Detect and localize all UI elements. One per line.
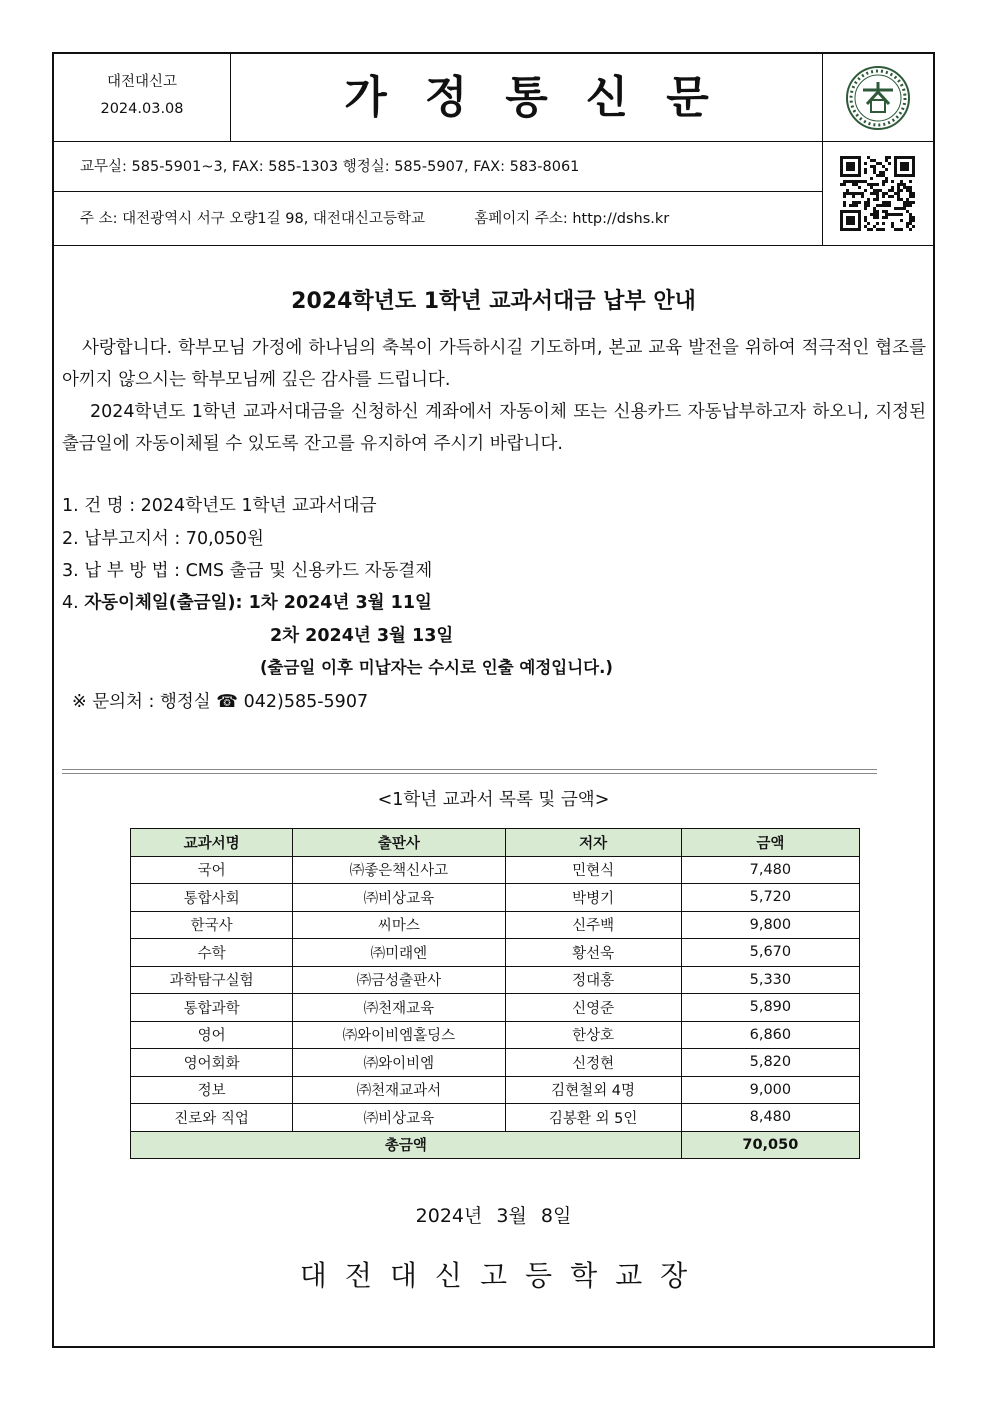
table-row — [131, 884, 860, 912]
payment-paragraph: 2024학년도 1학년 교과서대금을 신청하신 계좌에서 자동이체 또는 신용카드 자동납부하고자 하오니, 지정된 출금일에 자동이체될 수 있도록 잔고를 유지하여 주시기 바랍니다. — [62, 402, 926, 454]
book-price: 5,720 — [681, 884, 859, 912]
book-title: 통합과학 — [131, 994, 293, 1022]
item-date — [62, 587, 432, 619]
homepage-link[interactable]: 홈페이지 주소: http://dshs.kr — [474, 211, 670, 227]
book-publisher: 씨마스 — [293, 911, 505, 939]
page-title: 가정통신문 — [231, 54, 822, 142]
book-title: 정보 — [131, 1076, 293, 1104]
textbook-table — [130, 828, 860, 1159]
book-author: 황선욱 — [505, 939, 681, 967]
book-publisher: ㈜비상교육 — [293, 884, 505, 912]
item-date-number: 4. — [62, 593, 79, 613]
book-price: 7,480 — [681, 856, 859, 884]
book-title: 영어 — [131, 1021, 293, 1049]
book-publisher: ㈜천재교과서 — [293, 1076, 505, 1104]
book-author: 정대홍 — [505, 966, 681, 994]
school-info — [54, 54, 231, 142]
total-label: 총금액 — [131, 1131, 682, 1159]
item-method: 3. 납 부 방 법 : CMS 출금 및 신용카드 자동결제 — [62, 561, 433, 581]
table-row — [131, 911, 860, 939]
table-row — [131, 856, 860, 884]
book-publisher: ㈜천재교육 — [293, 994, 505, 1022]
school-emblem-icon — [823, 54, 934, 142]
table-caption: <1학년 교과서 목록 및 금액> — [377, 790, 610, 810]
notice-frame — [52, 52, 935, 1348]
table-row — [131, 939, 860, 967]
item-date-first: 자동이체일(출금일): 1차 2024년 3월 11일 — [84, 593, 432, 613]
item-date-note: (출금일 이후 미납자는 수시로 인출 예정입니다.) — [260, 658, 613, 677]
table-header-row — [131, 829, 860, 857]
divider — [62, 769, 877, 774]
book-price: 6,860 — [681, 1021, 859, 1049]
book-price: 9,800 — [681, 911, 859, 939]
table-row — [131, 966, 860, 994]
col-author-header: 저자 — [505, 829, 681, 857]
item-amount: 2. 납부고지서 : 70,050원 — [62, 529, 264, 549]
book-author: 민현식 — [505, 856, 681, 884]
letterhead — [54, 54, 933, 246]
table-row — [131, 1049, 860, 1077]
issue-date-footer: 2024년 3월 8일 — [415, 1205, 572, 1227]
school-name: 대전대신고 — [106, 74, 178, 90]
col-title-header: 교과서명 — [131, 829, 293, 857]
notice-title: 2024학년도 1학년 교과서대금 납부 안내 — [291, 289, 696, 314]
issue-date: 2024.03.08 — [100, 101, 184, 117]
book-author: 신영준 — [505, 994, 681, 1022]
book-author: 신정현 — [505, 1049, 681, 1077]
col-price-header: 금액 — [681, 829, 859, 857]
book-author: 한상호 — [505, 1021, 681, 1049]
book-publisher: ㈜금성출판사 — [293, 966, 505, 994]
table-row — [131, 1021, 860, 1049]
book-author: 김현철외 4명 — [505, 1076, 681, 1104]
book-title: 영어회화 — [131, 1049, 293, 1077]
col-publisher-header: 출판사 — [293, 829, 505, 857]
book-publisher: ㈜와이비엠홀딩스 — [293, 1021, 505, 1049]
inquiry-info: ※ 문의처 : 행정실 ☎ 042)585-5907 — [72, 692, 369, 712]
book-title: 수학 — [131, 939, 293, 967]
table-row — [131, 994, 860, 1022]
address-text: 대전광역시 서구 오량1길 98, 대전대신고등학교 — [122, 211, 425, 227]
principal-signature: 대전대신고등학교장 — [299, 1259, 706, 1292]
book-publisher: ㈜와이비엠 — [293, 1049, 505, 1077]
book-title: 통합사회 — [131, 884, 293, 912]
book-title: 한국사 — [131, 911, 293, 939]
book-publisher: ㈜미래엔 — [293, 939, 505, 967]
table-row — [131, 1076, 860, 1104]
table-body — [131, 856, 860, 1131]
address-info — [54, 192, 822, 246]
book-author: 신주백 — [505, 911, 681, 939]
book-price: 5,670 — [681, 939, 859, 967]
book-title: 진로와 직업 — [131, 1104, 293, 1132]
book-price: 8,480 — [681, 1104, 859, 1132]
book-price: 5,820 — [681, 1049, 859, 1077]
book-author: 김봉환 외 5인 — [505, 1104, 681, 1132]
item-date-second: 2차 2024년 3월 13일 — [270, 626, 454, 646]
school-logo — [822, 54, 933, 142]
qr-code-icon — [823, 142, 934, 246]
book-publisher: ㈜비상교육 — [293, 1104, 505, 1132]
total-value: 70,050 — [681, 1131, 859, 1159]
contact-info: 교무실: 585-5901~3, FAX: 585-1303 행정실: 585-5907, FAX: 583-8061 — [54, 142, 822, 192]
table-total-row — [131, 1131, 860, 1159]
book-price: 5,890 — [681, 994, 859, 1022]
book-title: 과학탐구실험 — [131, 966, 293, 994]
address-label: 주 소: — [80, 211, 118, 227]
book-price: 9,000 — [681, 1076, 859, 1104]
intro-paragraph: 사랑합니다. 학부모님 가정에 하나님의 축복이 가득하시길 기도하며, 본교 교육 발전을 위하여 적극적인 협조를 아끼지 않으시는 학부모님께 깊은 감사를 드립니다. — [62, 338, 926, 390]
book-publisher: ㈜좋은책신사고 — [293, 856, 505, 884]
table-row — [131, 1104, 860, 1132]
book-title: 국어 — [131, 856, 293, 884]
book-price: 5,330 — [681, 966, 859, 994]
item-subject: 1. 건 명 : 2024학년도 1학년 교과서대금 — [62, 496, 377, 516]
book-author: 박병기 — [505, 884, 681, 912]
qr-code[interactable] — [822, 142, 933, 246]
